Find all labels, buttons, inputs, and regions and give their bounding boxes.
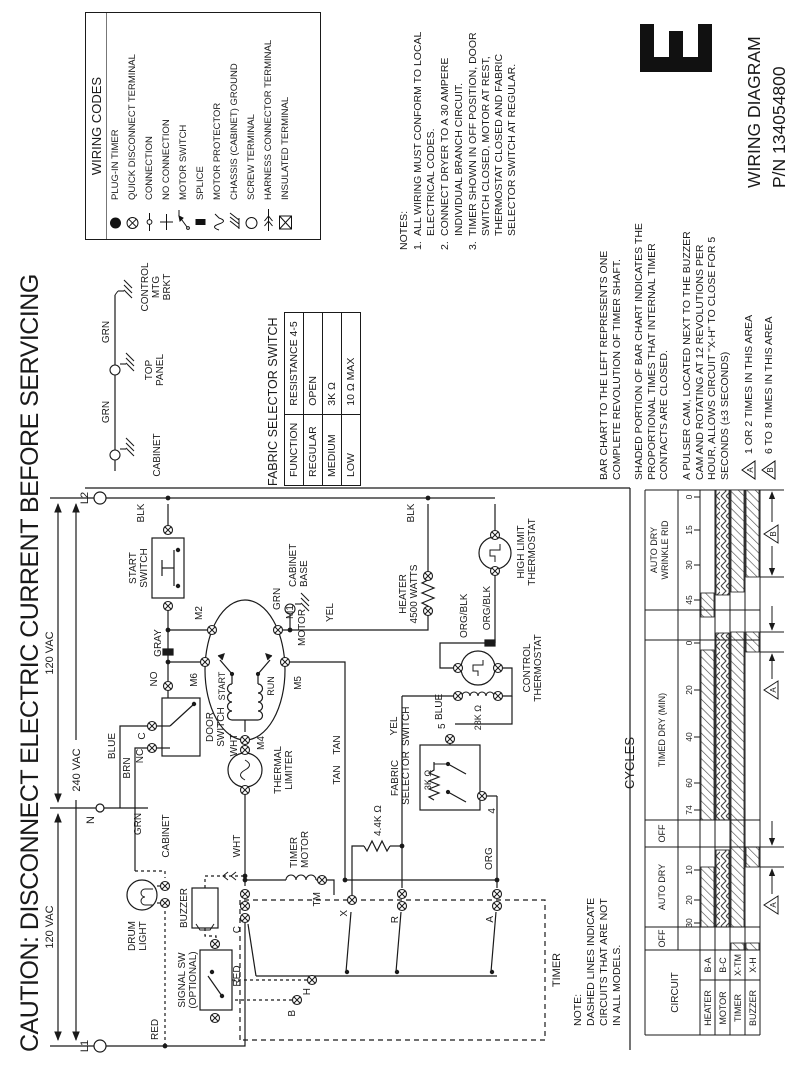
svg-text:CONTROL: CONTROL [140,262,151,312]
svg-text:0: 0 [684,640,694,646]
svg-text:M6: M6 [189,673,200,687]
svg-text:M4: M4 [256,736,267,750]
svg-text:AUTO DRY: AUTO DRY [657,863,667,911]
legend-row: QUICK DISCONNECT TERMINAL [124,13,141,239]
svg-text:3K Ω: 3K Ω [423,769,433,791]
model-note: NOTE: DASHED LINES INDICATE CIRCUITS THAT ARE NOT IN ALL MODELS. [572,897,624,1026]
svg-text:L2: L2 [79,491,91,505]
svg-text:YEL: YEL [325,603,336,622]
harness-connector-terminal-icon [261,206,276,232]
fabric-col-function: FUNCTION [285,414,304,485]
notes-heading: NOTES: [398,210,410,250]
svg-text:M2: M2 [194,606,205,620]
svg-text:CABINET: CABINET [152,433,163,477]
svg-text:RED: RED [232,965,243,987]
svg-text:M5: M5 [293,676,304,690]
svg-text:RED: RED [150,1018,161,1040]
note-item: 1. ALL WIRING MUST CONFORM TO LOCAL ELECTRICAL CODES. [412,31,438,250]
svg-text:BLK: BLK [136,503,147,523]
notes-block [398,6,520,250]
svg-text:THERMOSTAT: THERMOSTAT [527,518,538,586]
svg-text:A: A [769,687,778,693]
svg-text:10: 10 [684,865,694,875]
part-number: P/N 134054800 [769,66,789,188]
legend-row: SCREW TERMINAL [243,13,260,239]
caution-heading: CAUTION: DISCONNECT ELECTRIC CURRENT BEFORE SERVICING [16,274,44,1052]
svg-text:N: N [85,816,97,824]
svg-text:AUTO DRY: AUTO DRY [649,526,659,574]
svg-text:NC: NC [135,748,146,764]
svg-text:BLK: BLK [406,503,417,523]
cycles-chart [622,490,784,1035]
svg-text:NO: NO [149,671,160,687]
svg-text:START: START [128,552,139,584]
svg-text:TIMER: TIMER [733,994,743,1022]
svg-text:CABINET: CABINET [161,814,172,858]
bar-chart-notes [598,214,781,480]
svg-text:OFF: OFF [657,929,667,948]
svg-text:B-C: B-C [718,957,728,973]
motor-protector-icon [210,206,225,232]
svg-text:THERMOSTAT: THERMOSTAT [533,634,544,702]
svg-text:DRUM: DRUM [127,921,138,951]
svg-text:45: 45 [684,595,694,605]
note-item: 2. CONNECT DRYER TO A 30 AMPERE INDIVIDUAL BRANCH CIRCUIT. [439,57,465,250]
bar-note-paragraph: A PULSER CAM, LOCATED NEXT TO THE BUZZER CAM AND ROTATING AT 12 REVOLUTIONS PER HOUR, ALLOWS CIRCUIT "X-H" TO CLOSE FOR 5 SECONDS (±3 SECONDS) [680,231,731,480]
svg-text:PANEL: PANEL [155,353,166,387]
legend-a-line: A 1 OR 2 TIMES IN THIS AREA [741,214,756,480]
svg-text:28K Ω: 28K Ω [473,705,483,731]
svg-text:15: 15 [684,525,694,535]
legend-row: SPLICE [192,13,209,239]
svg-text:C: C [137,732,148,740]
bar-note-paragraph: BAR CHART TO THE LEFT REPRESENTS ONE COMPLETE REVOLUTION OF TIMER SHAFT. [598,250,623,480]
svg-text:X: X [339,910,350,917]
svg-text:BLUE: BLUE [107,732,118,760]
svg-text:DOOR: DOOR [205,712,216,742]
revision-letter [640,24,712,72]
svg-text:M1: M1 [285,605,296,619]
svg-text:BASE: BASE [299,560,310,587]
svg-text:MOTOR: MOTOR [718,991,728,1025]
screw-terminal-icon [244,206,259,232]
svg-text:120 VAC: 120 VAC [44,905,56,949]
svg-text:HEATER: HEATER [398,574,409,614]
svg-text:X-TM: X-TM [733,954,743,976]
svg-text:A: A [769,902,778,908]
svg-text:A: A [746,467,756,473]
svg-text:LIGHT: LIGHT [138,921,149,951]
svg-text:X-H: X-H [748,957,758,973]
legend-row: INSULATED TERMINAL [277,13,294,239]
svg-text:H: H [302,988,313,996]
svg-text:5: 5 [437,723,448,729]
cycles-title: CYCLES [622,736,637,790]
svg-text:TOP: TOP [144,359,155,381]
svg-text:TIMER: TIMER [551,952,563,988]
legend-row: NO CONNECTION [158,13,175,239]
connection-icon [142,206,157,232]
svg-text:ORG/BLK: ORG/BLK [459,593,470,638]
svg-text:MOTOR: MOTOR [300,830,311,868]
svg-text:74: 74 [684,805,694,815]
svg-text:L1: L1 [79,1039,91,1053]
motor-switch-icon [176,206,191,232]
svg-text:30: 30 [684,918,694,928]
svg-text:BRN: BRN [122,757,133,779]
svg-text:BLUE: BLUE [434,693,445,720]
svg-text:HEATER: HEATER [703,990,713,1026]
svg-text:WHT: WHT [229,733,240,757]
svg-text:4.4K Ω: 4.4K Ω [373,805,384,836]
svg-text:OFF: OFF [657,824,667,843]
fabric-col-resistance: RESISTANCE 4-5 [285,313,304,414]
legend-row: HARNESS CONNECTOR TERMINAL [260,13,277,239]
svg-text:SELECTOR: SELECTOR [401,751,412,805]
svg-text:0: 0 [684,494,694,500]
legend-row: MOTOR SWITCH [175,13,192,239]
title-block [742,36,792,188]
no-connection-icon [159,206,174,232]
triangle-b-icon [761,460,776,480]
svg-text:GRN: GRN [101,400,112,424]
svg-text:R: R [390,916,401,924]
svg-text:B: B [287,1010,298,1017]
svg-text:THERMAL: THERMAL [273,746,284,794]
svg-text:BRKT: BRKT [162,273,173,301]
plug-in-timer-icon [108,206,123,232]
svg-text:B: B [769,531,778,537]
legend-row: MOTOR PROTECTOR [209,13,226,239]
svg-text:SWITCH: SWITCH [216,707,227,747]
legend-row: CONNECTION [141,13,158,239]
doc-title: WIRING DIAGRAM [744,36,764,188]
svg-text:240 VAC: 240 VAC [71,748,83,792]
svg-text:B-A: B-A [703,957,713,973]
svg-text:GRN: GRN [101,320,112,344]
svg-text:SWITCH: SWITCH [401,706,412,746]
splice-icon [193,206,208,232]
svg-text:40: 40 [684,732,694,742]
svg-text:HIGH LIMIT: HIGH LIMIT [516,525,527,579]
svg-text:ORG/BLK: ORG/BLK [482,585,493,631]
legend-b-line: B 6 TO 8 TIMES IN THIS AREA [761,214,776,480]
svg-text:MOTOR: MOTOR [297,608,308,646]
quick-disconnect-terminal-icon [125,206,140,232]
svg-text:CABINET: CABINET [288,543,299,587]
legend-row: CHASSIS (CABINET) GROUND [226,13,243,239]
svg-text:20: 20 [684,685,694,695]
svg-text:WHT: WHT [232,834,243,858]
svg-text:CONTROL: CONTROL [522,643,533,693]
svg-text:GRN: GRN [272,587,283,610]
fabric-selector-table [266,271,361,486]
svg-text:START: START [217,671,227,701]
svg-text:ORG: ORG [484,847,495,870]
svg-text:TIMED DRY (MIN): TIMED DRY (MIN) [657,692,667,768]
svg-text:MTG: MTG [151,275,162,299]
bar-note-paragraph: SHADED PORTION OF BAR CHART INDICATES THE PROPORTIONAL TIMES THAT INTERNAL TIMER CONTACTS ARE CLOSED. [633,223,671,480]
svg-text:4: 4 [487,808,498,814]
wiring-codes-title: WIRING CODES [86,13,107,239]
table-row: LOW 10 Ω MAX [342,313,361,486]
table-row: REGULAR OPEN [304,313,323,486]
fabric-table-title: FABRIC SELECTOR SWITCH [266,317,280,486]
svg-text:YEL: YEL [389,716,400,736]
note-item: 3. TIMER SHOWN IN OFF POSITION, DOOR SWITCH CLOSED, MOTOR AT REST, THERMOSTAT CLOSED AND FABRIC SELECTOR SWITCH AT REGULAR. [466,32,518,250]
svg-text:TAN: TAN [332,765,343,785]
svg-text:SIGNAL SW: SIGNAL SW [177,952,188,1008]
svg-text:GRN: GRN [133,812,144,836]
svg-text:20: 20 [684,895,694,905]
svg-text:4500 WATTS: 4500 WATTS [409,564,420,624]
wiring-codes-legend [85,12,321,240]
chassis-ground-icon [227,206,242,232]
svg-text:SWITCH: SWITCH [139,548,150,588]
svg-text:CIRCUIT: CIRCUIT [670,972,681,1013]
svg-text:FABRIC: FABRIC [390,759,401,797]
svg-text:GRAY: GRAY [153,629,164,657]
svg-text:RUN: RUN [266,676,276,696]
svg-text:WRINKLE RID: WRINKLE RID [660,520,670,580]
svg-text:(OPTIONAL): (OPTIONAL) [188,951,199,1009]
svg-text:BUZZER: BUZZER [748,990,758,1026]
svg-text:BUZZER: BUZZER [179,888,190,928]
svg-text:LIMITER: LIMITER [284,750,295,790]
svg-text:C: C [232,926,243,934]
insulated-terminal-icon [278,206,293,232]
qd-terminals [148,526,503,1023]
svg-text:TM: TM [312,892,323,907]
svg-text:60: 60 [684,778,694,788]
table-row: MEDIUM 3K Ω [323,313,342,486]
triangle-a-icon [741,460,756,480]
legend-row: PLUG-IN TIMER [107,13,124,239]
svg-text:30: 30 [684,560,694,570]
svg-text:TIMER: TIMER [289,836,300,868]
svg-text:B: B [766,467,776,473]
svg-text:120 VAC: 120 VAC [44,631,56,675]
svg-text:A: A [485,916,496,923]
svg-text:TAN: TAN [332,735,343,755]
